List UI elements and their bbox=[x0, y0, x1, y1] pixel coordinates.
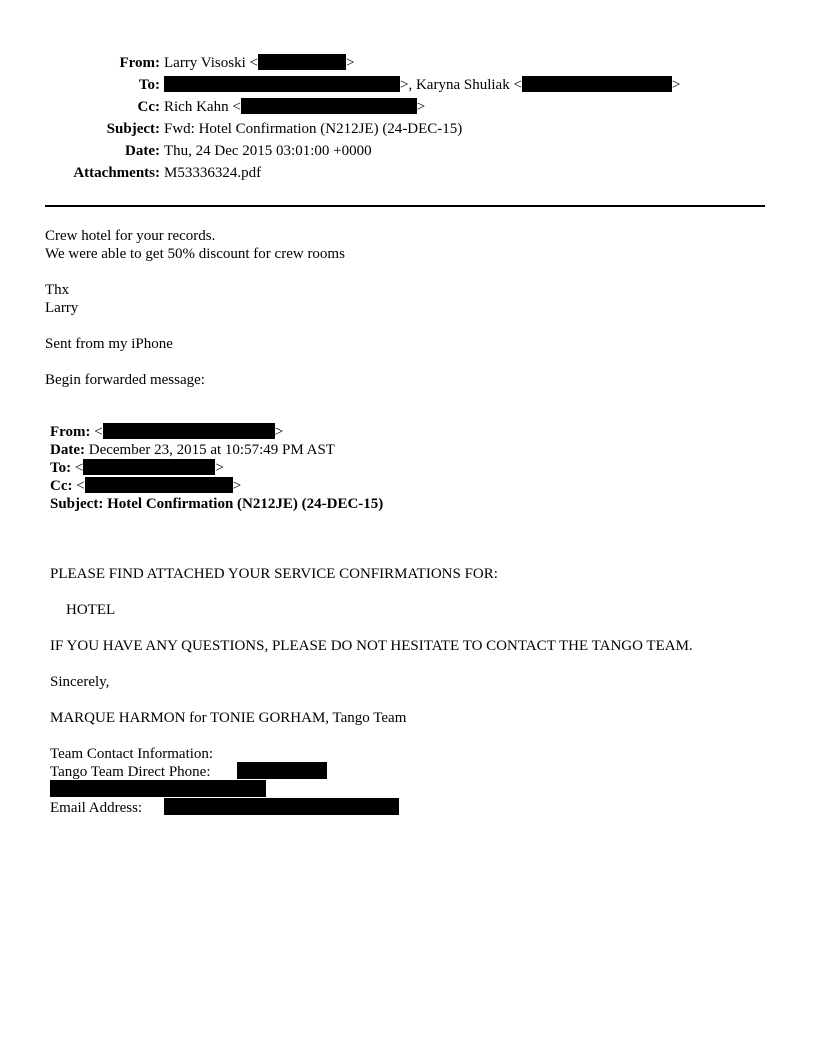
header-attachments-label: Attachments: bbox=[73, 165, 160, 181]
fwd-subject-label: Subject: bbox=[50, 496, 104, 512]
fwd-to-open: < bbox=[71, 460, 84, 476]
header-cc-close: > bbox=[416, 99, 426, 115]
body-begin-forwarded: Begin forwarded message: bbox=[45, 372, 205, 388]
redaction-box bbox=[237, 762, 327, 779]
fwd-date-label: Date: bbox=[50, 442, 85, 458]
fwd-from-row bbox=[50, 423, 283, 441]
redaction-box bbox=[164, 798, 399, 815]
redaction-box bbox=[83, 459, 215, 475]
header-date-value: Thu, 24 Dec 2015 03:01:00 +0000 bbox=[164, 143, 372, 159]
fwd-cc-close: > bbox=[232, 478, 242, 494]
header-from-value bbox=[164, 54, 354, 72]
body-line-1: Crew hotel for your records. bbox=[45, 228, 216, 244]
fwd-date-row bbox=[50, 441, 335, 459]
message-p2: HOTEL bbox=[66, 602, 116, 618]
fwd-to-label: To: bbox=[50, 460, 72, 476]
fwd-from-open: < bbox=[90, 424, 103, 440]
redaction-box bbox=[103, 423, 275, 439]
header-from-close: > bbox=[345, 55, 355, 71]
fwd-cc-row bbox=[50, 477, 241, 495]
header-to-value bbox=[164, 76, 680, 94]
fwd-from-close: > bbox=[274, 424, 284, 440]
header-divider bbox=[45, 205, 765, 207]
redaction-box bbox=[241, 98, 417, 114]
redaction-box bbox=[522, 76, 672, 92]
header-cc-label: Cc: bbox=[137, 99, 160, 115]
message-p7: Tango Team Direct Phone: bbox=[50, 764, 211, 780]
header-subject-value: Fwd: Hotel Confirmation (N212JE) (24-DEC-15) bbox=[164, 121, 463, 137]
message-p3: IF YOU HAVE ANY QUESTIONS, PLEASE DO NOT HESITATE TO CONTACT THE TANGO TEAM. bbox=[50, 638, 693, 654]
header-cc-name: Rich Kahn < bbox=[164, 99, 241, 115]
message-p6: Team Contact Information: bbox=[50, 746, 214, 762]
redaction-box bbox=[85, 477, 233, 493]
message-p1: PLEASE FIND ATTACHED YOUR SERVICE CONFIRMATIONS FOR: bbox=[50, 566, 498, 582]
fwd-date-value: December 23, 2015 at 10:57:49 PM AST bbox=[84, 442, 335, 458]
fwd-to-close: > bbox=[215, 460, 224, 476]
fwd-from-label: From: bbox=[50, 424, 91, 440]
message-p4: Sincerely, bbox=[50, 674, 110, 690]
message-p5: MARQUE HARMON for TONIE GORHAM, Tango Team bbox=[50, 710, 407, 726]
body-signature-name: Larry bbox=[45, 300, 79, 316]
redaction-box bbox=[164, 76, 400, 92]
header-to-label: To: bbox=[138, 77, 160, 93]
fwd-cc-label: Cc: bbox=[50, 478, 73, 494]
fwd-subject-row bbox=[50, 495, 383, 513]
header-attachments-value: M53336324.pdf bbox=[164, 165, 262, 181]
header-date-label: Date: bbox=[125, 143, 160, 159]
header-to-mid: >, Karyna Shuliak < bbox=[400, 77, 522, 93]
message-p7-row bbox=[50, 763, 211, 781]
fwd-to-row bbox=[50, 459, 224, 477]
message-p8: Email Address: bbox=[50, 800, 143, 816]
body-sent-from: Sent from my iPhone bbox=[45, 336, 173, 352]
body-line-2: We were able to get 50% discount for crew rooms bbox=[45, 246, 345, 262]
header-from-name: Larry Visoski < bbox=[164, 55, 258, 71]
redaction-box bbox=[50, 780, 266, 797]
fwd-subject-value: Hotel Confirmation (N212JE) (24-DEC-15) bbox=[103, 496, 384, 512]
body-thx: Thx bbox=[45, 282, 70, 298]
header-from-label: From: bbox=[119, 55, 160, 71]
fwd-cc-open: < bbox=[72, 478, 85, 494]
message-p8-row bbox=[50, 799, 142, 817]
header-cc-value bbox=[164, 98, 425, 116]
header-to-close: > bbox=[671, 77, 681, 93]
header-subject-label: Subject: bbox=[106, 121, 160, 137]
redaction-box bbox=[258, 54, 346, 70]
